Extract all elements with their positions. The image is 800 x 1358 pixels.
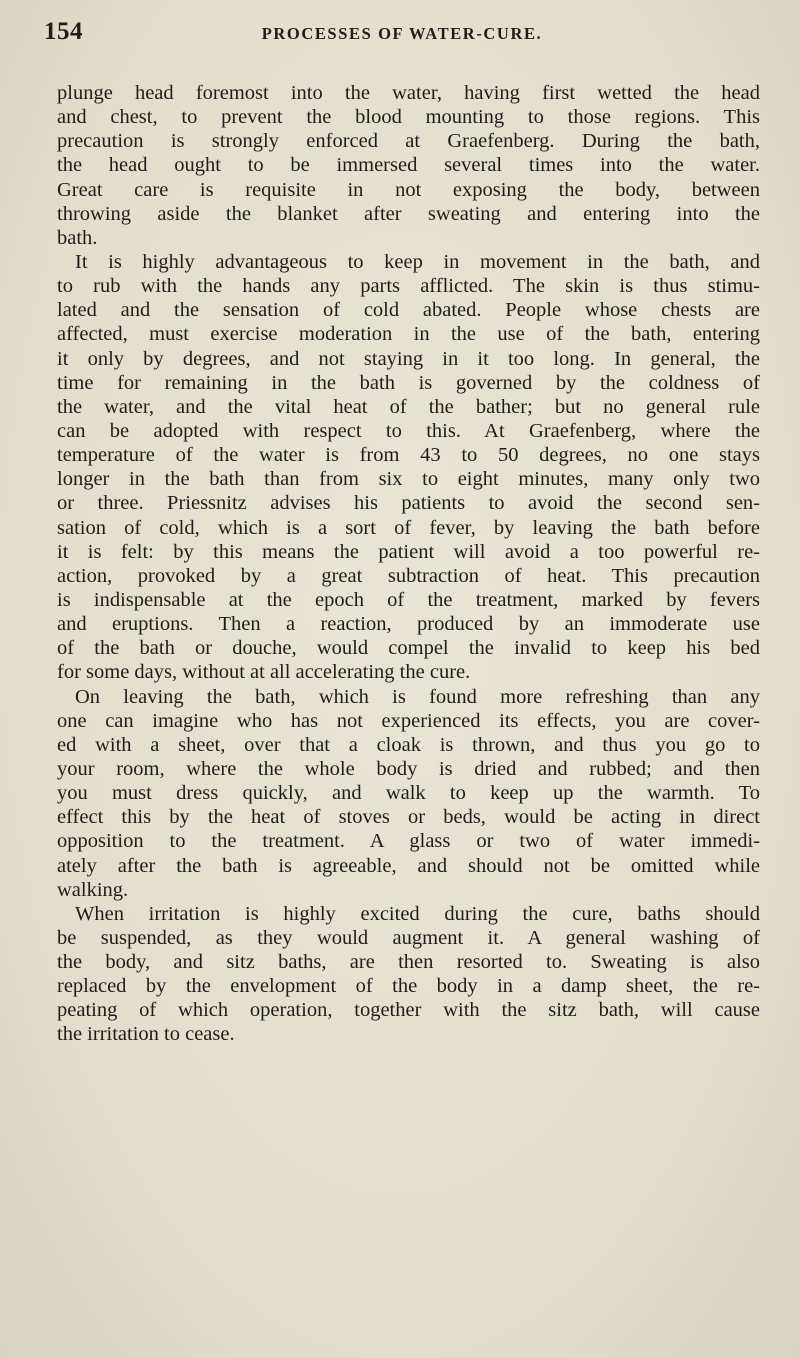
running-head: PROCESSES OF WATER-CURE. — [261, 24, 543, 43]
text-line: for some days, without at all accelerating the cure. — [57, 661, 471, 684]
text-line: ately after the bath is agreeable, and should not be omitted while — [57, 854, 760, 877]
text-line: your room, where the whole body is dried and rubbed; and then — [57, 757, 760, 780]
text-line: plunge head foremost into the water, having first wetted the head — [57, 82, 760, 104]
text-line: you must dress quickly, and walk to keep up the warmth. To — [57, 782, 760, 805]
text-line: replaced by the envelopment of the body in a damp sheet, the re- — [57, 975, 760, 998]
text-line: affected, must exercise moderation in the use of the bath, entering — [57, 323, 760, 346]
text-line: of the bath or douche, would compel the invalid to keep his bed — [57, 637, 760, 660]
text-line: it only by degrees, and not staying in it too long. In general, the — [57, 347, 760, 370]
text-line: the irritation to cease. — [57, 1023, 235, 1046]
text-line: action, provoked by a great subtraction of heat. This precaution — [57, 564, 760, 587]
text-line: the head ought to be immersed several times into the water. — [57, 154, 760, 177]
text-line: precaution is strongly enforced at Graefenberg. During the bath, — [57, 130, 760, 153]
text-line: be suspended, as they would augment it. A general washing of — [57, 926, 760, 949]
text-line: When irritation is highly excited during the cure, baths should — [75, 902, 760, 925]
text-line: or three. Priessnitz advises his patients to avoid the second sen- — [57, 492, 760, 515]
text-line: is indispensable at the epoch of the treatment, marked by fevers — [57, 588, 760, 611]
text-line: one can imagine who has not experienced its effects, you are cover- — [57, 709, 760, 732]
text-line: sation of cold, which is a sort of fever, by leaving the bath before — [57, 516, 760, 539]
text-line: to rub with the hands any parts afflicted. The skin is thus stimu- — [57, 275, 760, 298]
text-line: throwing aside the blanket after sweating and entering into the — [57, 202, 760, 225]
text-line: ed with a sheet, over that a cloak is thrown, and thus you go to — [57, 733, 760, 756]
text-line: effect this by the heat of stoves or beds, would be acting in direct — [57, 806, 760, 829]
body-text — [57, 81, 760, 1047]
text-line: the body, and sitz baths, are then resorted to. Sweating is also — [57, 951, 760, 974]
text-line: and chest, to prevent the blood mounting to those regions. This — [57, 106, 760, 129]
text-line: temperature of the water is from 43 to 50 degrees, no one stays — [57, 444, 760, 467]
text-line: bath. — [57, 226, 98, 249]
text-line: and eruptions. Then a reaction, produced by an immoderate use — [57, 613, 760, 636]
text-line: it is felt: by this means the patient will avoid a too powerful re- — [57, 540, 760, 563]
text-line: can be adopted with respect to this. At Graefenberg, where the — [57, 419, 760, 442]
text-line: time for remaining in the bath is governed by the coldness of — [57, 371, 760, 394]
text-line: lated and the sensation of cold abated. People whose chests are — [57, 299, 760, 322]
text-line: the water, and the vital heat of the bather; but no general rule — [57, 395, 760, 418]
text-line: longer in the bath than from six to eight minutes, many only two — [57, 468, 760, 491]
text-line: It is highly advantageous to keep in movement in the bath, and — [75, 250, 760, 273]
text-line: walking. — [57, 878, 129, 901]
page-number: 154 — [44, 18, 83, 45]
text-line: Great care is requisite in not exposing the body, between — [57, 178, 760, 201]
text-line: opposition to the treatment. A glass or two of water immedi- — [57, 830, 760, 853]
text-line: peating of which operation, together with the sitz bath, will cause — [57, 999, 760, 1022]
page-header — [44, 18, 760, 58]
text-line: On leaving the bath, which is found more refreshing than any — [75, 685, 760, 708]
